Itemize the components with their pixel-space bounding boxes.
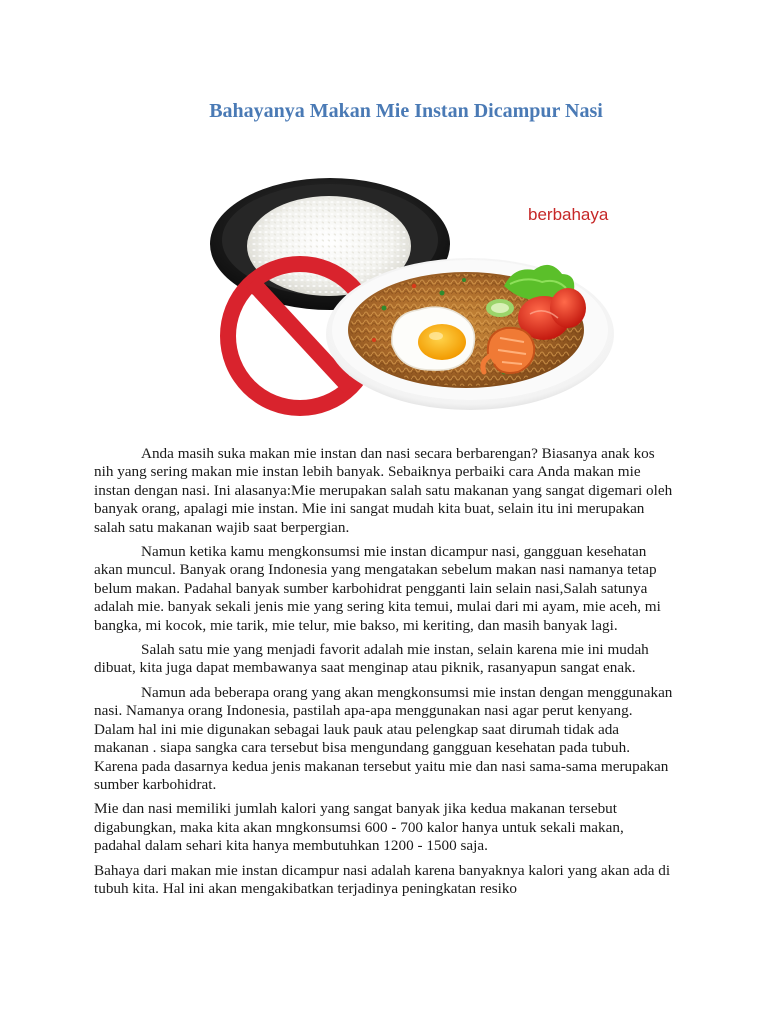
paragraph-6: Bahaya dari makan mie instan dicampur nasi adalah karena banyaknya kalori yang akan ada di tubuh kita. Hal ini akan mengakibatkan terjadinya peningkatan resiko — [94, 861, 671, 897]
paragraph-5: Mie dan nasi memiliki jumlah kalori yang sangat banyak jika kedua makanan tersebut digabungkan, maka kita akan mngkonsumsi 600 - 700 kalor hanya untuk sekali makan, padahal dalam sehari kita hanya membutuhkan 1200 - 1500 saja. — [94, 800, 624, 855]
paragraph-4: Namun ada beberapa orang yang akan mengkonsumsi mie instan dengan menggunakan nasi. Namanya orang Indonesia, pastilah apa-apa menggunakan nasi agar perut kenyang. Dalam hal ini mie digunakan sebagai lauk pauk atau pelengkap saat dirumah tidak ada makanan . siapa sangka cara tersebut bisa mengundang gangguan kesehatan pada tubuh. Karena pada dasarnya kedua jenis makanan tersebut yaitu mie dan nasi sama-sama merupakan sumber karbohidrat. — [94, 683, 673, 793]
page-title: Bahayanya Makan Mie Instan Dicampur Nasi — [209, 100, 603, 122]
paragraph-3: Salah satu mie yang menjadi favorit adalah mie instan, selain karena mie ini mudah dibuat, kita juga dapat membawanya saat menginap atau piknik, rasanyapun sangat enak. — [94, 641, 649, 677]
cucumber-icon — [486, 299, 514, 317]
paragraph-1: Anda masih suka makan mie instan dan nasi secara berbarengan? Biasanya anak kos nih yang sering makan mie instan lebih banyak. Sebaiknya perbaiki cara Anda makan mie instan dengan nasi. Ini alasanya:Mie merupakan salah satu makanan yang sangat digemari oleh banyak orang, apalagi mie instan. Mie ini sangat mudah kita buat, selain itu ini merupakan salah satu makanan wajib saat berpergian. — [94, 445, 673, 536]
article-image — [204, 158, 614, 430]
paragraph-2: Namun ketika kamu mengkonsumsi mie instan dicampur nasi, gangguan kesehatan akan muncul. Banyak orang Indonesia yang mengatakan sebelum makan nasi namanya tetap belum makan. Padahal banyak sumber karbohidrat pengganti lain selain nasi,Salah satunya adalah mie. banyak sekali jenis mie yang sering kita temui, mulai dari mi ayam, mie aceh, mi bangka, mi kocok, mie tarik, mie telur, mie bakso, mi keriting, dan masih banyak lagi. — [94, 543, 661, 634]
article-body — [94, 445, 674, 904]
fried-egg-icon — [392, 307, 475, 370]
caption-text: berbahaya — [528, 205, 609, 224]
